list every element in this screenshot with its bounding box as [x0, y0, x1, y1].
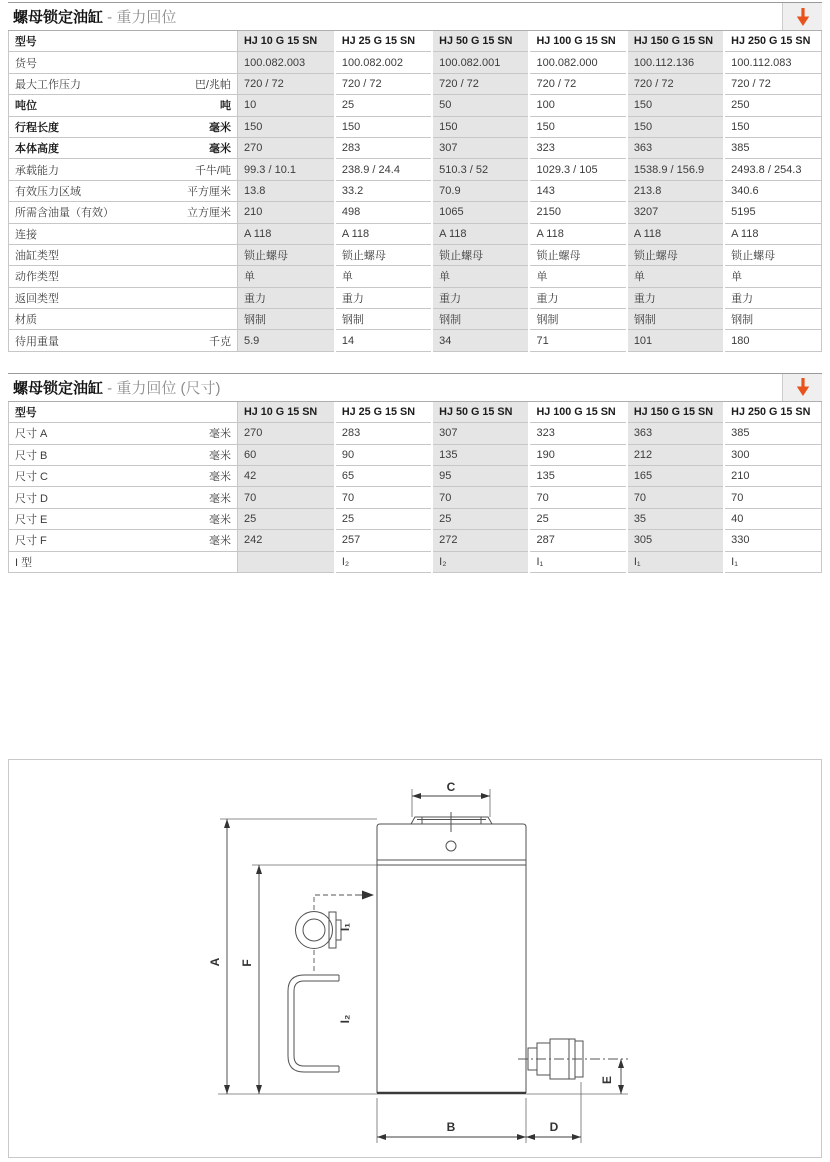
value-cell: 283: [335, 423, 432, 444]
row-label-cell: [9, 73, 238, 94]
label-c: C: [446, 779, 456, 794]
table-row: [9, 444, 822, 465]
value-cell: I₁: [724, 551, 821, 572]
value-cell: 锁止螺母: [529, 244, 626, 265]
dimension-d: [526, 1082, 581, 1143]
value-cell: 720 / 72: [238, 73, 335, 94]
value-cell: 重力: [627, 287, 724, 308]
row-label: 材质: [15, 314, 37, 327]
value-cell: 272: [432, 530, 529, 551]
section2-title: [8, 374, 221, 401]
value-cell: 14: [335, 330, 432, 351]
value-cell: 重力: [432, 287, 529, 308]
value-cell: I₁: [529, 551, 626, 572]
value-cell: A 118: [335, 223, 432, 244]
value-cell: 210: [724, 466, 821, 487]
value-cell: 340.6: [724, 180, 821, 201]
value-cell: 3207: [627, 202, 724, 223]
label-d: D: [549, 1119, 559, 1134]
row-label-cell: [9, 116, 238, 137]
table-row: [9, 487, 822, 508]
row-label-cell: [9, 444, 238, 465]
value-cell: I₁: [627, 551, 724, 572]
value-cell: 95: [432, 466, 529, 487]
coupler-fitting: [518, 1039, 628, 1079]
section1-title: [8, 3, 176, 30]
value-cell: 720 / 72: [432, 73, 529, 94]
value-cell: 165: [627, 466, 724, 487]
label-i1: I₁: [338, 922, 352, 932]
value-cell: 25: [238, 508, 335, 529]
row-label: 有效压力区域: [15, 185, 81, 198]
model-column-header: HJ 250 G 15 SN: [724, 402, 821, 423]
row-label-cell: [9, 244, 238, 265]
row-label: 最大工作压力: [15, 78, 81, 91]
section-dimensions: [8, 373, 822, 573]
row-label-cell: [9, 159, 238, 180]
row-label-cell: [9, 52, 238, 73]
row-label: 尺寸 D: [15, 492, 48, 505]
value-cell: 99.3 / 10.1: [238, 159, 335, 180]
value-cell: 1538.9 / 156.9: [627, 159, 724, 180]
label-a: A: [208, 957, 222, 967]
cylinder-drawing: [9, 760, 821, 1157]
value-cell: A 118: [529, 223, 626, 244]
table-row: [9, 73, 822, 94]
table-row: [9, 52, 822, 73]
section1-title-sub: - 重力回位: [103, 9, 177, 26]
model-column-header: HJ 150 G 15 SN: [627, 402, 724, 423]
dimension-a: [208, 819, 377, 1094]
value-cell: 34: [432, 330, 529, 351]
value-cell: 锁止螺母: [724, 244, 821, 265]
value-cell: 70: [238, 487, 335, 508]
dimensions-table: [8, 402, 822, 573]
row-label: 尺寸 C: [15, 471, 48, 484]
value-cell: 213.8: [627, 180, 724, 201]
dimension-c: [412, 780, 490, 817]
table-row: [9, 180, 822, 201]
row-unit: 千牛/吨: [194, 164, 231, 177]
row-label: 尺寸 E: [15, 514, 48, 526]
value-cell: 150: [335, 116, 432, 137]
value-cell: 100.082.003: [238, 52, 335, 73]
model-column-header: HJ 50 G 15 SN: [432, 402, 529, 423]
row-label: 所需含油量（有效）: [15, 207, 114, 220]
value-cell: 重力: [529, 287, 626, 308]
value-cell: 单: [432, 266, 529, 287]
row-label: 尺寸 B: [15, 449, 48, 462]
value-cell: I₂: [432, 551, 529, 572]
value-cell: 13.8: [238, 180, 335, 201]
value-cell: 300: [724, 444, 821, 465]
table-row: [9, 466, 822, 487]
value-cell: 70: [335, 487, 432, 508]
value-cell: [238, 551, 335, 572]
row-label-cell: [9, 423, 238, 444]
model-column-header: HJ 10 G 15 SN: [238, 402, 335, 423]
value-cell: 钢制: [724, 309, 821, 330]
value-cell: 150: [627, 95, 724, 116]
value-cell: 510.3 / 52: [432, 159, 529, 180]
down-arrow-icon: [794, 6, 812, 28]
table-row: [9, 244, 822, 265]
value-cell: 锁止螺母: [335, 244, 432, 265]
label-e: E: [600, 1075, 614, 1084]
value-cell: 10: [238, 95, 335, 116]
value-cell: 307: [432, 423, 529, 444]
model-column-header: HJ 100 G 15 SN: [529, 402, 626, 423]
value-cell: 287: [529, 530, 626, 551]
value-cell: 150: [432, 116, 529, 137]
table-row: [9, 423, 822, 444]
table-row: [9, 551, 822, 572]
table-row: [9, 508, 822, 529]
table-row: [9, 137, 822, 158]
value-cell: 363: [627, 137, 724, 158]
value-cell: 100.112.136: [627, 52, 724, 73]
section1-title-main: 螺母锁定油缸: [13, 9, 104, 26]
row-label-cell: [9, 309, 238, 330]
value-cell: 720 / 72: [335, 73, 432, 94]
value-cell: 385: [724, 423, 821, 444]
cap-hole: [446, 841, 456, 851]
value-cell: 90: [335, 444, 432, 465]
value-cell: 101: [627, 330, 724, 351]
value-cell: 70: [724, 487, 821, 508]
row-label-cell: [9, 466, 238, 487]
value-cell: 385: [724, 137, 821, 158]
value-cell: 25: [335, 508, 432, 529]
row-label: 承载能力: [15, 164, 59, 177]
row-label: 返回类型: [15, 292, 59, 305]
down-arrow-icon: [794, 376, 812, 398]
value-cell: 重力: [335, 287, 432, 308]
value-cell: 2493.8 / 254.3: [724, 159, 821, 180]
value-cell: 单: [335, 266, 432, 287]
value-cell: A 118: [627, 223, 724, 244]
value-cell: 25: [529, 508, 626, 529]
value-cell: 323: [529, 137, 626, 158]
dimension-f: [240, 865, 377, 1094]
saddle: [411, 812, 492, 832]
value-cell: 242: [238, 530, 335, 551]
eyebolt-accessory: [296, 890, 375, 974]
section2-title-bar: [8, 374, 822, 402]
value-cell: 498: [335, 202, 432, 223]
header-row: [9, 31, 822, 52]
value-cell: 60: [238, 444, 335, 465]
value-cell: 135: [432, 444, 529, 465]
value-cell: 100.082.001: [432, 52, 529, 73]
model-column-header: HJ 50 G 15 SN: [432, 31, 529, 52]
value-cell: 150: [238, 116, 335, 137]
value-cell: 5.9: [238, 330, 335, 351]
table-row: [9, 287, 822, 308]
row-label: 行程长度: [15, 121, 59, 134]
value-cell: 100.082.002: [335, 52, 432, 73]
row-unit: 平方厘米: [187, 185, 231, 198]
value-cell: 25: [335, 95, 432, 116]
table-row: [9, 159, 822, 180]
row-label: 尺寸 A: [15, 428, 48, 441]
section1-arrow-box[interactable]: [782, 3, 822, 30]
value-cell: 70: [432, 487, 529, 508]
value-cell: 1065: [432, 202, 529, 223]
row-unit: 毫米: [209, 449, 231, 462]
value-cell: 钢制: [432, 309, 529, 330]
row-label: 尺寸 F: [15, 535, 47, 548]
value-cell: 270: [238, 137, 335, 158]
value-cell: A 118: [724, 223, 821, 244]
value-cell: 65: [335, 466, 432, 487]
model-column-header: HJ 100 G 15 SN: [529, 31, 626, 52]
models-header-label: 型号: [9, 402, 238, 423]
value-cell: 720 / 72: [627, 73, 724, 94]
dimension-diagram: [8, 759, 822, 1158]
value-cell: 单: [238, 266, 335, 287]
value-cell: 单: [627, 266, 724, 287]
value-cell: 238.9 / 24.4: [335, 159, 432, 180]
model-column-header: HJ 25 G 15 SN: [335, 31, 432, 52]
row-label: 吨位: [15, 100, 37, 113]
row-label: 货号: [15, 57, 37, 70]
label-b: B: [446, 1119, 456, 1134]
row-label-cell: [9, 330, 238, 351]
value-cell: A 118: [238, 223, 335, 244]
value-cell: 锁止螺母: [238, 244, 335, 265]
table-row: [9, 223, 822, 244]
spec-table: [8, 31, 822, 352]
row-label-cell: [9, 487, 238, 508]
value-cell: 270: [238, 423, 335, 444]
value-cell: 143: [529, 180, 626, 201]
value-cell: 70.9: [432, 180, 529, 201]
value-cell: 40: [724, 508, 821, 529]
value-cell: 5195: [724, 202, 821, 223]
value-cell: 70: [529, 487, 626, 508]
value-cell: 42: [238, 466, 335, 487]
row-label-cell: [9, 287, 238, 308]
row-label-cell: [9, 202, 238, 223]
value-cell: 250: [724, 95, 821, 116]
row-unit: 巴/兆帕: [194, 78, 231, 91]
row-label-cell: [9, 551, 238, 572]
table-row: [9, 202, 822, 223]
value-cell: 33.2: [335, 180, 432, 201]
model-column-header: HJ 10 G 15 SN: [238, 31, 335, 52]
value-cell: 190: [529, 444, 626, 465]
row-label: 本体高度: [15, 143, 59, 156]
row-label-cell: [9, 530, 238, 551]
value-cell: 钢制: [238, 309, 335, 330]
section2-title-sub: - 重力回位 (尺寸): [103, 379, 221, 397]
value-cell: 锁止螺母: [627, 244, 724, 265]
table-row: [9, 309, 822, 330]
value-cell: 单: [724, 266, 821, 287]
row-unit: 毫米: [209, 535, 231, 548]
row-label: 待用重量: [15, 335, 59, 348]
table-row: [9, 95, 822, 116]
value-cell: 210: [238, 202, 335, 223]
table-row: [9, 266, 822, 287]
value-cell: 720 / 72: [724, 73, 821, 94]
table-row: [9, 530, 822, 551]
value-cell: 307: [432, 137, 529, 158]
row-unit: 毫米: [209, 121, 231, 134]
value-cell: 323: [529, 423, 626, 444]
section1-title-bar: [8, 3, 822, 31]
table-row: [9, 330, 822, 351]
value-cell: 重力: [238, 287, 335, 308]
value-cell: 70: [627, 487, 724, 508]
value-cell: 25: [432, 508, 529, 529]
section2-title-main: 螺母锁定油缸: [13, 379, 104, 397]
row-label: 油缸类型: [15, 250, 59, 263]
value-cell: 257: [335, 530, 432, 551]
value-cell: 50: [432, 95, 529, 116]
value-cell: A 118: [432, 223, 529, 244]
value-cell: 100: [529, 95, 626, 116]
value-cell: 100.082.000: [529, 52, 626, 73]
value-cell: 钢制: [335, 309, 432, 330]
row-label-cell: [9, 223, 238, 244]
row-label-cell: [9, 180, 238, 201]
model-column-header: HJ 150 G 15 SN: [627, 31, 724, 52]
table-row: [9, 116, 822, 137]
value-cell: 150: [627, 116, 724, 137]
row-label-cell: [9, 95, 238, 116]
row-unit: 吨: [220, 100, 231, 113]
section-specifications: [8, 2, 822, 352]
value-cell: 720 / 72: [529, 73, 626, 94]
row-unit: 毫米: [209, 471, 231, 484]
row-label: I 型: [15, 556, 33, 569]
value-cell: 35: [627, 508, 724, 529]
row-unit: 千克: [209, 335, 231, 348]
value-cell: 330: [724, 530, 821, 551]
value-cell: 283: [335, 137, 432, 158]
value-cell: 180: [724, 330, 821, 351]
model-column-header: HJ 250 G 15 SN: [724, 31, 821, 52]
value-cell: 1029.3 / 105: [529, 159, 626, 180]
row-unit: 毫米: [209, 514, 231, 526]
row-label: 动作类型: [15, 271, 59, 284]
value-cell: 135: [529, 466, 626, 487]
dimension-b: [377, 1098, 526, 1143]
value-cell: 锁止螺母: [432, 244, 529, 265]
section2-arrow-box[interactable]: [782, 374, 822, 401]
row-label-cell: [9, 508, 238, 529]
value-cell: 150: [724, 116, 821, 137]
value-cell: 2150: [529, 202, 626, 223]
value-cell: 305: [627, 530, 724, 551]
row-unit: 毫米: [209, 428, 231, 441]
row-unit: 毫米: [209, 492, 231, 505]
value-cell: 71: [529, 330, 626, 351]
row-unit: 毫米: [209, 143, 231, 156]
value-cell: 212: [627, 444, 724, 465]
models-header-label: 型号: [9, 31, 238, 52]
label-i2: I₂: [338, 1014, 352, 1024]
value-cell: I₂: [335, 551, 432, 572]
value-cell: 重力: [724, 287, 821, 308]
model-column-header: HJ 25 G 15 SN: [335, 402, 432, 423]
label-f: F: [240, 959, 254, 967]
value-cell: 363: [627, 423, 724, 444]
header-row: [9, 402, 822, 423]
row-unit: 立方厘米: [187, 207, 231, 220]
row-label-cell: [9, 266, 238, 287]
row-label: 连接: [15, 228, 37, 241]
value-cell: 100.112.083: [724, 52, 821, 73]
cylinder-outline: [377, 824, 526, 1093]
row-label-cell: [9, 137, 238, 158]
value-cell: 钢制: [627, 309, 724, 330]
value-cell: 钢制: [529, 309, 626, 330]
handle-accessory: [288, 975, 352, 1072]
value-cell: 单: [529, 266, 626, 287]
value-cell: 150: [529, 116, 626, 137]
